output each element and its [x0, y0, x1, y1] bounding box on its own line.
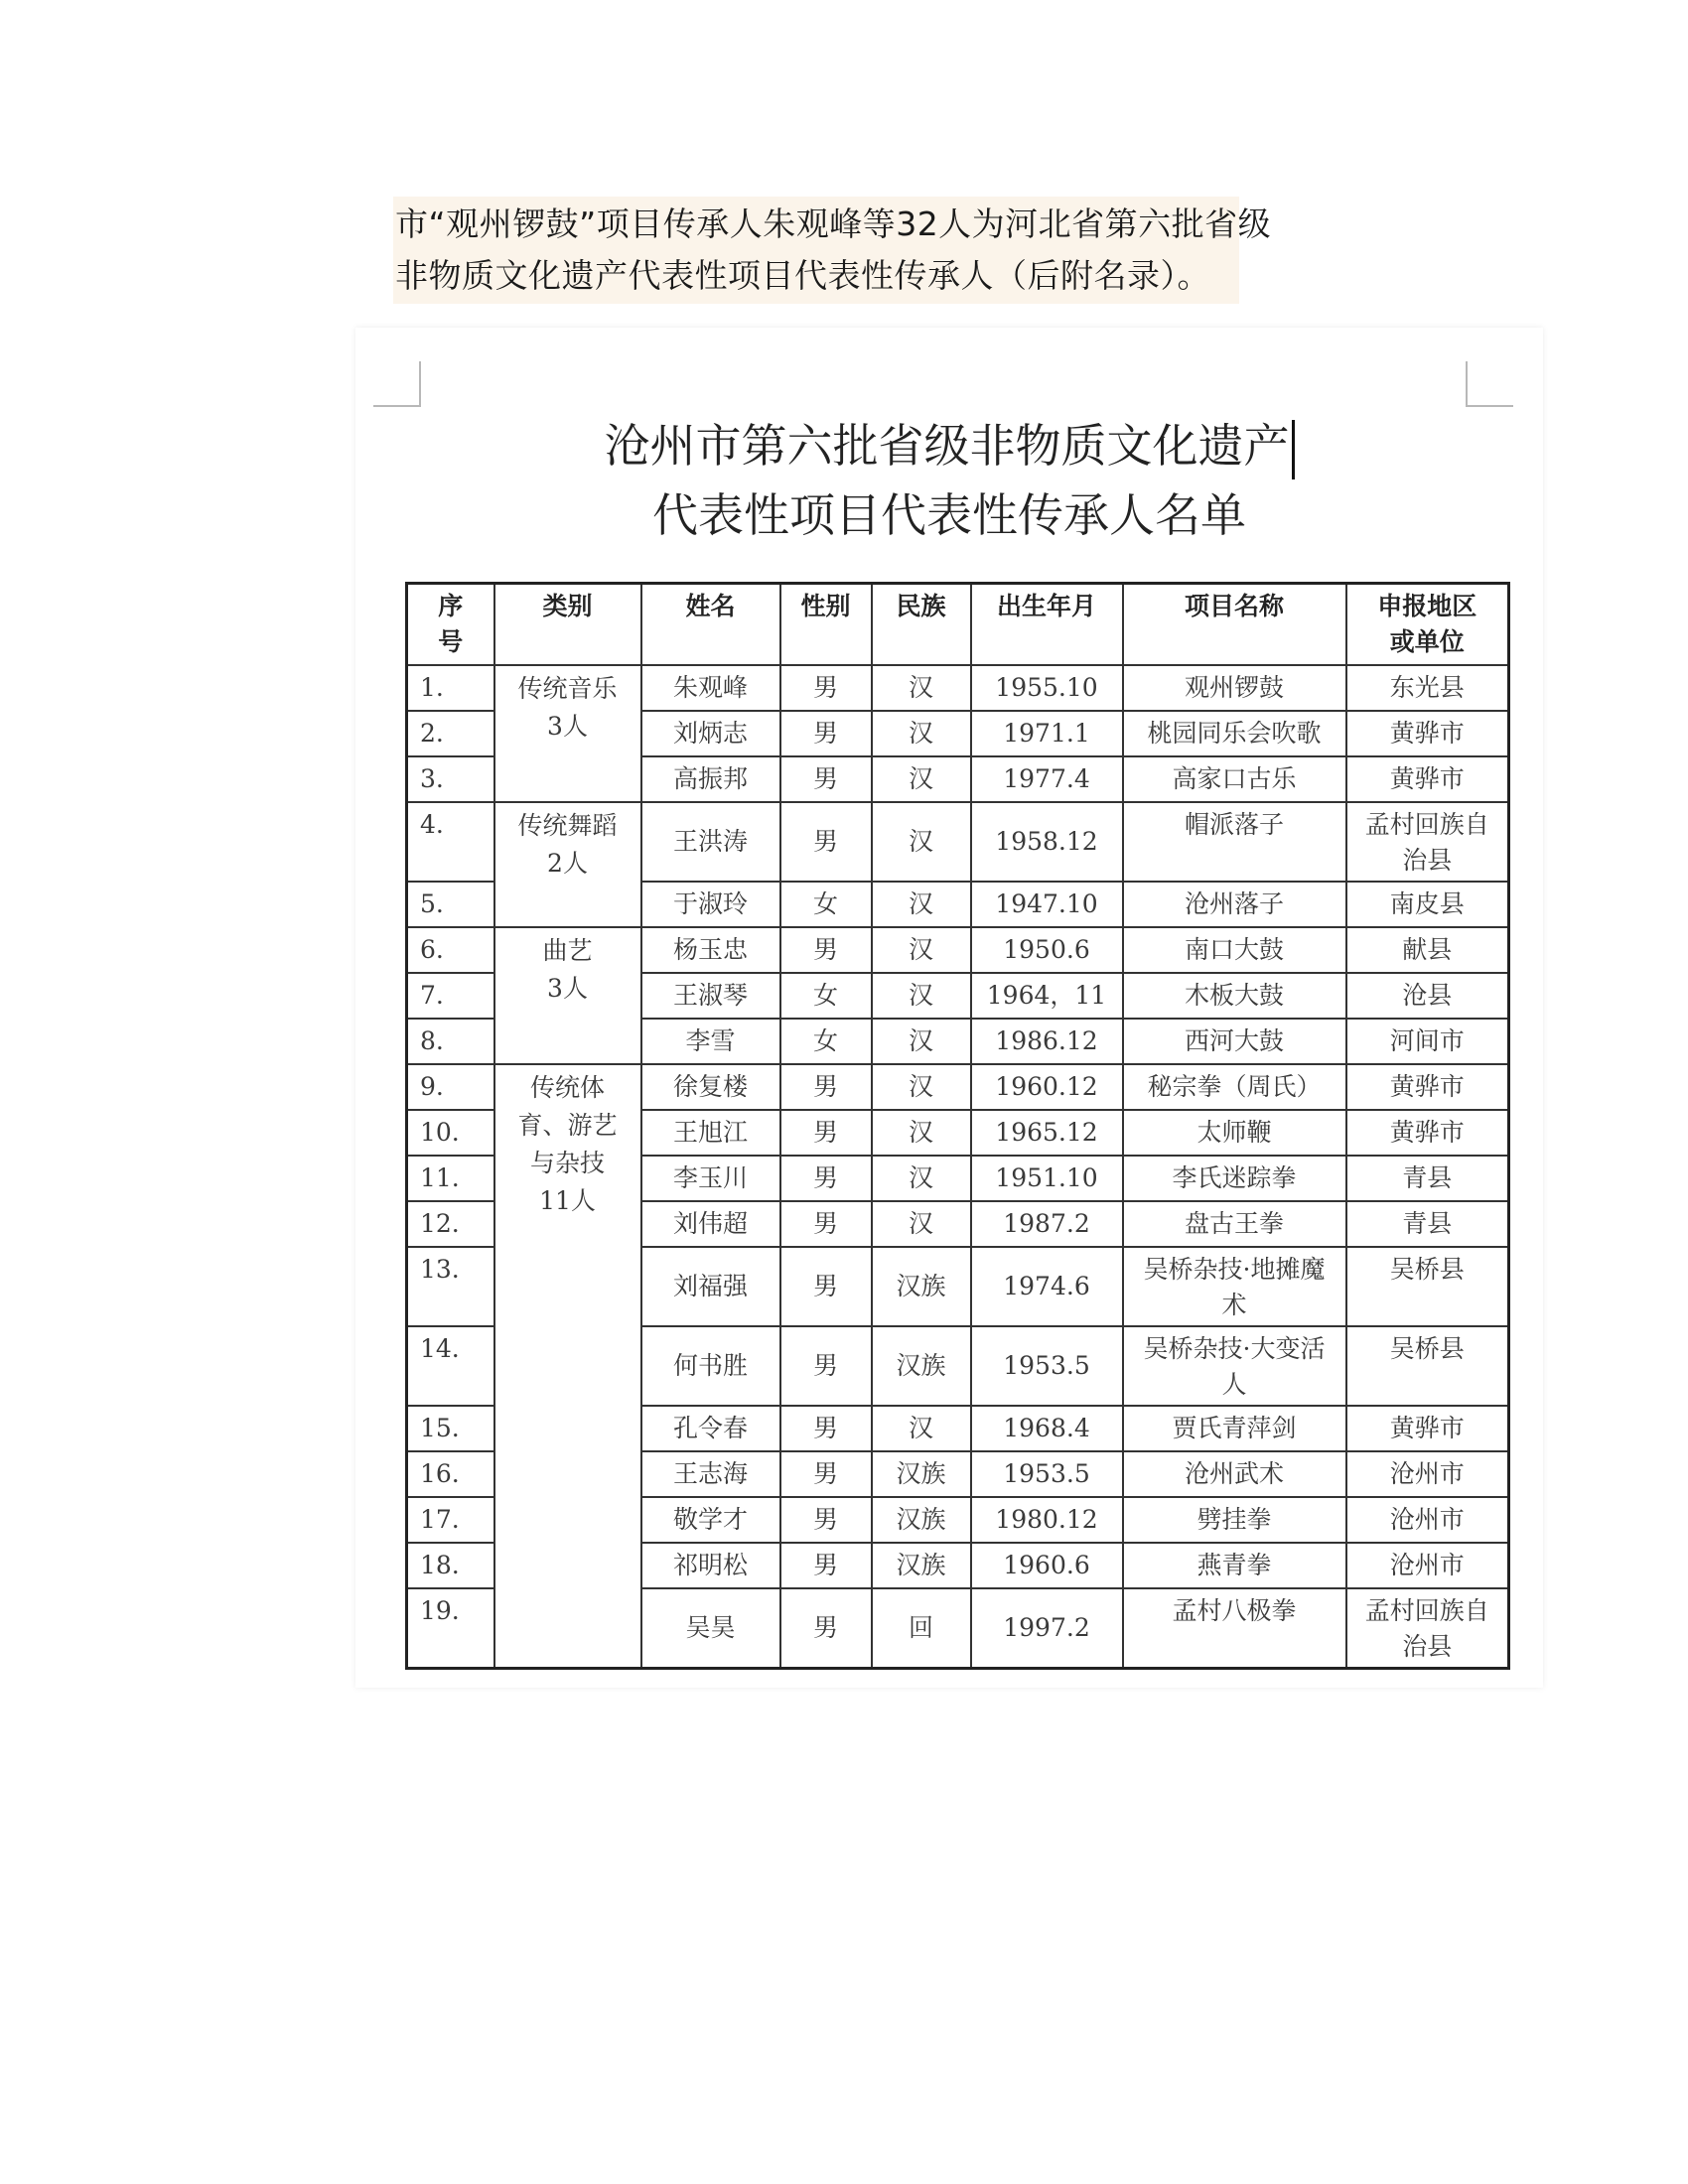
cell-name: 高振邦 — [641, 756, 780, 802]
cell-project: 南口大鼓 — [1123, 927, 1346, 973]
cell-ethnicity: 汉 — [872, 1110, 971, 1156]
cell-birth: 1955.10 — [971, 665, 1123, 711]
cell-gender: 男 — [780, 665, 872, 711]
cell-birth: 1977.4 — [971, 756, 1123, 802]
cell-project: 观州锣鼓 — [1123, 665, 1346, 711]
header-seq: 序 号 — [407, 584, 494, 666]
cell-birth: 1986.12 — [971, 1019, 1123, 1064]
cell-birth: 1980.12 — [971, 1497, 1123, 1543]
cell-birth: 1965.12 — [971, 1110, 1123, 1156]
cell-region: 孟村回族自治县 — [1346, 1588, 1509, 1668]
cell-birth: 1953.5 — [971, 1326, 1123, 1406]
cell-name: 刘炳志 — [641, 711, 780, 756]
cell-seq: 19. — [407, 1588, 494, 1668]
cell-seq: 11. — [407, 1156, 494, 1201]
cell-birth: 1950.6 — [971, 927, 1123, 973]
category-name: 传统体育、游艺与杂技 — [517, 1073, 618, 1177]
header-region: 申报地区 或单位 — [1346, 584, 1509, 666]
cell-project: 桃园同乐会吹歌 — [1123, 711, 1346, 756]
cell-name: 敬学才 — [641, 1497, 780, 1543]
cell-seq: 5. — [407, 882, 494, 927]
cell-region: 黄骅市 — [1346, 1406, 1509, 1451]
cell-seq: 15. — [407, 1406, 494, 1451]
cell-gender: 男 — [780, 927, 872, 973]
category-name: 曲艺 — [542, 936, 593, 965]
cell-category — [494, 1064, 641, 1668]
cell-name: 朱观峰 — [641, 665, 780, 711]
title-line-2: 代表性项目代表性传承人名单 — [652, 488, 1246, 542]
text-cursor — [1292, 420, 1295, 479]
cell-project: 李氏迷踪拳 — [1123, 1156, 1346, 1201]
cell-name: 王淑琴 — [641, 973, 780, 1019]
cell-ethnicity: 汉族 — [872, 1497, 971, 1543]
cell-region: 南皮县 — [1346, 882, 1509, 927]
cell-region: 青县 — [1346, 1201, 1509, 1247]
cell-ethnicity: 汉 — [872, 802, 971, 882]
cell-name: 王志海 — [641, 1451, 780, 1497]
cell-seq: 13. — [407, 1247, 494, 1326]
table-row — [407, 665, 1509, 711]
cell-region: 沧州市 — [1346, 1451, 1509, 1497]
header-project: 项目名称 — [1123, 584, 1346, 666]
cell-name: 徐复楼 — [641, 1064, 780, 1110]
cell-gender: 女 — [780, 1019, 872, 1064]
cell-region: 黄骅市 — [1346, 1110, 1509, 1156]
cell-gender: 男 — [780, 1064, 872, 1110]
cell-gender: 男 — [780, 1201, 872, 1247]
cell-birth: 1964，11 — [971, 973, 1123, 1019]
cell-region: 献县 — [1346, 927, 1509, 973]
cell-gender: 女 — [780, 882, 872, 927]
cell-gender: 男 — [780, 1406, 872, 1451]
intro-paragraph — [393, 197, 1272, 304]
cell-birth: 1997.2 — [971, 1588, 1123, 1668]
cell-ethnicity: 汉 — [872, 756, 971, 802]
cell-seq: 3. — [407, 756, 494, 802]
intro-line-1: 市“观州锣鼓”项目传承人朱观峰等32人为河北省第六批省级 — [395, 205, 1272, 243]
category-count: 11人 — [539, 1186, 596, 1215]
cell-name: 刘伟超 — [641, 1201, 780, 1247]
cell-region: 沧州市 — [1346, 1497, 1509, 1543]
cell-region: 黄骅市 — [1346, 756, 1509, 802]
cell-ethnicity: 汉 — [872, 1406, 971, 1451]
cell-gender: 女 — [780, 973, 872, 1019]
cell-birth: 1971.1 — [971, 711, 1123, 756]
cell-category — [494, 802, 641, 927]
cell-region: 吴桥县 — [1346, 1326, 1509, 1406]
cell-seq: 9. — [407, 1064, 494, 1110]
cell-project: 太师鞭 — [1123, 1110, 1346, 1156]
cell-seq: 14. — [407, 1326, 494, 1406]
cell-seq: 4. — [407, 802, 494, 882]
cell-ethnicity: 汉族 — [872, 1247, 971, 1326]
cell-name: 于淑玲 — [641, 882, 780, 927]
table-row — [407, 1064, 1509, 1110]
cell-region: 青县 — [1346, 1156, 1509, 1201]
heirs-table — [405, 582, 1510, 1670]
cell-name: 刘福强 — [641, 1247, 780, 1326]
cell-project: 劈挂拳 — [1123, 1497, 1346, 1543]
cell-project: 帽派落子 — [1123, 802, 1346, 882]
cell-gender: 男 — [780, 1451, 872, 1497]
category-count: 3人 — [547, 712, 588, 741]
cell-ethnicity: 汉 — [872, 973, 971, 1019]
crop-mark-top-left — [373, 361, 421, 407]
table-row — [407, 927, 1509, 973]
cell-ethnicity: 回 — [872, 1588, 971, 1668]
document-image — [355, 328, 1543, 1688]
cell-project: 沧州武术 — [1123, 1451, 1346, 1497]
cell-ethnicity: 汉 — [872, 665, 971, 711]
cell-gender: 男 — [780, 756, 872, 802]
cell-ethnicity: 汉 — [872, 1201, 971, 1247]
cell-name: 王旭江 — [641, 1110, 780, 1156]
table-row — [407, 802, 1509, 882]
title-line-1: 沧州市第六批省级非物质文化遗产 — [604, 419, 1290, 473]
intro-line-2: 非物质文化遗产代表性项目代表性传承人（后附名录）。 — [395, 256, 1210, 295]
cell-seq: 1. — [407, 665, 494, 711]
cell-ethnicity: 汉族 — [872, 1543, 971, 1588]
crop-mark-top-right — [1466, 361, 1513, 407]
category-count: 2人 — [547, 849, 588, 878]
cell-name: 祁明松 — [641, 1543, 780, 1588]
cell-gender: 男 — [780, 1247, 872, 1326]
cell-gender: 男 — [780, 802, 872, 882]
cell-region: 黄骅市 — [1346, 711, 1509, 756]
cell-name: 吴昊 — [641, 1588, 780, 1668]
cell-gender: 男 — [780, 1588, 872, 1668]
header-birth: 出生年月 — [971, 584, 1123, 666]
cell-ethnicity: 汉 — [872, 1019, 971, 1064]
cell-ethnicity: 汉族 — [872, 1451, 971, 1497]
cell-birth: 1958.12 — [971, 802, 1123, 882]
header-ethnicity: 民族 — [872, 584, 971, 666]
cell-region: 河间市 — [1346, 1019, 1509, 1064]
cell-birth: 1974.6 — [971, 1247, 1123, 1326]
cell-seq: 12. — [407, 1201, 494, 1247]
cell-region: 孟村回族自治县 — [1346, 802, 1509, 882]
cell-name: 王洪涛 — [641, 802, 780, 882]
cell-ethnicity: 汉 — [872, 1156, 971, 1201]
cell-birth: 1953.5 — [971, 1451, 1123, 1497]
cell-gender: 男 — [780, 1110, 872, 1156]
cell-gender: 男 — [780, 1326, 872, 1406]
cell-gender: 男 — [780, 1543, 872, 1588]
header-gender: 性别 — [780, 584, 872, 666]
cell-ethnicity: 汉族 — [872, 1326, 971, 1406]
cell-birth: 1947.10 — [971, 882, 1123, 927]
category-name: 传统舞蹈 — [517, 811, 618, 840]
cell-gender: 男 — [780, 711, 872, 756]
cell-seq: 17. — [407, 1497, 494, 1543]
cell-project: 吴桥杂技·地摊魔术 — [1123, 1247, 1346, 1326]
cell-project: 西河大鼓 — [1123, 1019, 1346, 1064]
cell-project: 贾氏青萍剑 — [1123, 1406, 1346, 1451]
category-count: 3人 — [547, 974, 588, 1003]
cell-gender: 男 — [780, 1156, 872, 1201]
cell-seq: 8. — [407, 1019, 494, 1064]
cell-birth: 1960.6 — [971, 1543, 1123, 1588]
cell-project: 盘古王拳 — [1123, 1201, 1346, 1247]
cell-ethnicity: 汉 — [872, 711, 971, 756]
cell-ethnicity: 汉 — [872, 1064, 971, 1110]
cell-seq: 7. — [407, 973, 494, 1019]
cell-seq: 6. — [407, 927, 494, 973]
cell-birth: 1987.2 — [971, 1201, 1123, 1247]
cell-name: 李雪 — [641, 1019, 780, 1064]
cell-name: 何书胜 — [641, 1326, 780, 1406]
cell-project: 沧州落子 — [1123, 882, 1346, 927]
cell-ethnicity: 汉 — [872, 927, 971, 973]
cell-seq: 18. — [407, 1543, 494, 1588]
cell-seq: 16. — [407, 1451, 494, 1497]
header-category: 类别 — [494, 584, 641, 666]
header-name: 姓名 — [641, 584, 780, 666]
document-title — [355, 411, 1543, 550]
cell-seq: 10. — [407, 1110, 494, 1156]
cell-gender: 男 — [780, 1497, 872, 1543]
cell-category — [494, 665, 641, 802]
cell-project: 木板大鼓 — [1123, 973, 1346, 1019]
category-name: 传统音乐 — [517, 674, 618, 703]
cell-region: 沧州市 — [1346, 1543, 1509, 1588]
cell-seq: 2. — [407, 711, 494, 756]
cell-region: 沧县 — [1346, 973, 1509, 1019]
cell-birth: 1960.12 — [971, 1064, 1123, 1110]
cell-name: 杨玉忠 — [641, 927, 780, 973]
cell-region: 黄骅市 — [1346, 1064, 1509, 1110]
cell-region: 东光县 — [1346, 665, 1509, 711]
cell-project: 高家口古乐 — [1123, 756, 1346, 802]
cell-project: 燕青拳 — [1123, 1543, 1346, 1588]
cell-category — [494, 927, 641, 1064]
table-header-row — [407, 584, 1509, 666]
cell-birth: 1951.10 — [971, 1156, 1123, 1201]
cell-project: 秘宗拳（周氏） — [1123, 1064, 1346, 1110]
cell-name: 孔令春 — [641, 1406, 780, 1451]
cell-project: 孟村八极拳 — [1123, 1588, 1346, 1668]
cell-region: 吴桥县 — [1346, 1247, 1509, 1326]
cell-ethnicity: 汉 — [872, 882, 971, 927]
cell-birth: 1968.4 — [971, 1406, 1123, 1451]
cell-name: 李玉川 — [641, 1156, 780, 1201]
cell-project: 吴桥杂技·大变活人 — [1123, 1326, 1346, 1406]
